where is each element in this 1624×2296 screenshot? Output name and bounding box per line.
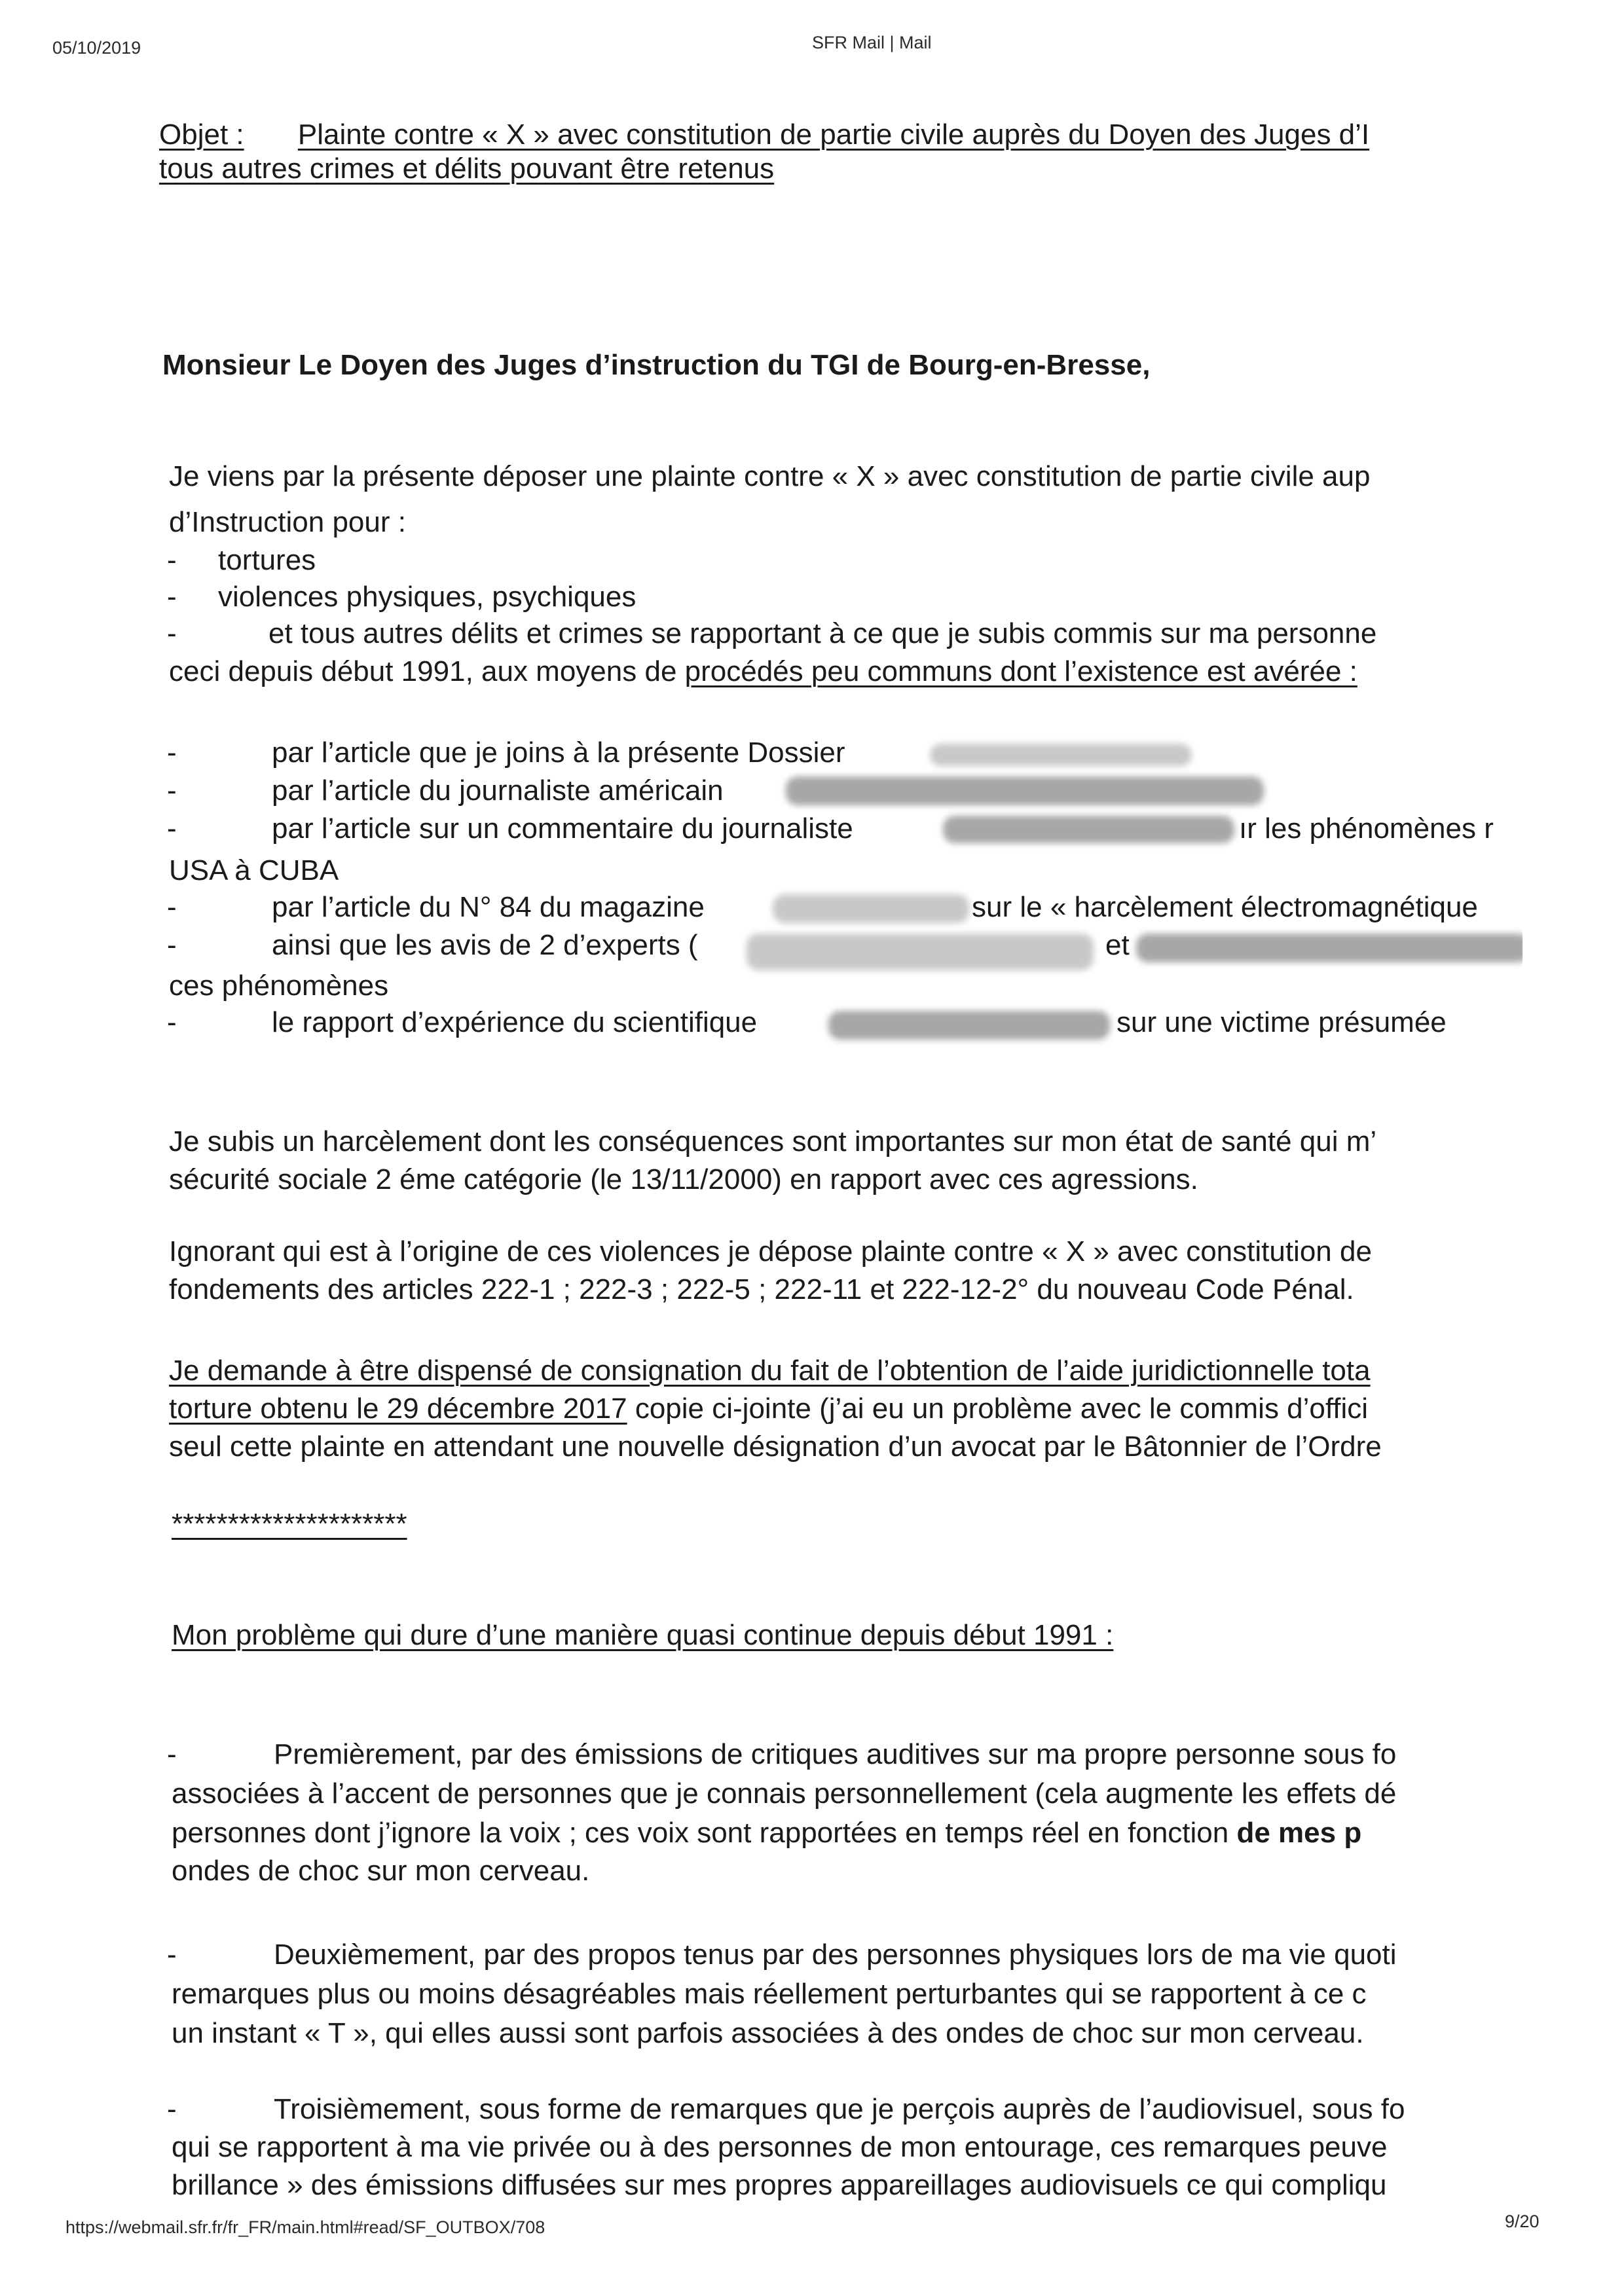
redaction-mark — [1136, 934, 1522, 962]
demande-line-3: seul cette plainte en attendant une nouvelle désignation d’un avocat par le Bâtonnier de l’Ordre — [169, 1430, 1382, 1463]
evidence-item-4: par l’article du N° 84 du magazine — [272, 891, 705, 923]
point-2-line-2: remarques plus ou moins désagréables mais réellement perturbantes qui se rapportent à ce c — [172, 1978, 1367, 2010]
point-1-line-3 — [172, 1815, 1361, 1851]
evidence-item-6-end: sur une victime présumée — [1116, 1006, 1447, 1038]
list-dash: - — [167, 581, 177, 613]
redaction-mark — [786, 776, 1264, 805]
demande-date: torture obtenu le 29 décembre 2017 — [169, 1393, 627, 1425]
redaction-mark — [773, 894, 969, 923]
objet-line-1 — [159, 117, 1369, 153]
evidence-item-2: par l’article du journaliste américain — [272, 774, 724, 807]
point-3-line-1: Troisièmement, sous forme de remarques que je perçois auprès de l’audiovisuel, sous fo — [274, 2093, 1405, 2125]
point-3-line-3: brillance » des émissions diffusées sur mes propres appareillages audiovisuels ce qui compliqu — [172, 2169, 1387, 2201]
redaction-mark — [930, 744, 1192, 766]
point-2-line-3: un instant « T », qui elles aussi sont parfois associées à des ondes de choc sur mon cerveau. — [172, 2017, 1364, 2049]
harcelement-line-1: Je subis un harcèlement dont les conséquences sont importantes sur mon état de santé qui m’ — [169, 1125, 1377, 1157]
salutation: Monsieur Le Doyen des Juges d’instruction du TGI de Bourg-en-Bresse, — [162, 349, 1151, 381]
point-1-line-2: associées à l’accent de personnes que je connais personnellement (cela augmente les effets dé — [172, 1777, 1397, 1810]
list-dash: - — [167, 1738, 177, 1770]
list-dash: - — [167, 1939, 177, 1971]
since-line — [169, 653, 1357, 690]
objet-label: Objet : — [159, 118, 244, 151]
point-1-line-4: ondes de choc sur mon cerveau. — [172, 1855, 590, 1887]
print-date: 05/10/2019 — [52, 38, 141, 58]
demande-rest: copie ci-jointe (j’ai eu un problème avec le commis d’offici — [627, 1393, 1369, 1425]
evidence-item-5: ainsi que les avis de 2 d’experts ( — [272, 929, 698, 961]
point-1-bold: de mes p — [1236, 1817, 1362, 1849]
evidence-item-3-cont: USA à CUBA — [169, 854, 339, 886]
intro-line-1: Je viens par la présente déposer une plainte contre « X » avec constitution de partie civile aup — [169, 460, 1371, 492]
list-dash: - — [167, 891, 177, 923]
evidence-item-5-mid: et — [1105, 929, 1130, 961]
evidence-item-6: le rapport d’expérience du scientifique — [272, 1006, 758, 1038]
list-item-autres: et tous autres délits et crimes se rapportant à ce que je subis commis sur ma personne — [268, 617, 1377, 649]
print-url: https://webmail.sfr.fr/fr_FR/main.html#read/SF_OUTBOX/708 — [65, 2217, 545, 2237]
list-dash: - — [167, 812, 177, 845]
point-1-line-1: Premièrement, par des émissions de critiques auditives sur ma propre personne sous fo — [274, 1738, 1397, 1770]
list-dash: - — [167, 1006, 177, 1038]
list-dash: - — [167, 2093, 177, 2125]
list-dash: - — [167, 774, 177, 807]
probleme-heading: Mon problème qui dure d’une manière quasi continue depuis début 1991 : — [172, 1619, 1114, 1651]
objet-text: Plainte contre « X » avec constitution de partie civile auprès du Doyen des Juges d’I — [297, 118, 1370, 151]
since-text: ceci depuis début 1991, aux moyens de — [169, 655, 685, 687]
print-title: SFR Mail | Mail — [812, 33, 932, 52]
list-item-violences: violences physiques, psychiques — [218, 581, 637, 613]
objet-text-cont: tous autres crimes et délits pouvant être retenus — [159, 153, 775, 185]
evidence-item-3-end: ır les phénomènes r — [1239, 812, 1494, 845]
redaction-mark — [943, 816, 1234, 843]
list-dash: - — [167, 544, 177, 576]
demande-line-2 — [169, 1391, 1368, 1427]
list-dash: - — [167, 617, 177, 649]
list-dash: - — [167, 737, 177, 769]
point-3-line-2: qui se rapportent à ma vie privée ou à des personnes de mon entourage, ces remarques peuve — [172, 2131, 1388, 2163]
evidence-item-3: par l’article sur un commentaire du journaliste — [272, 812, 853, 845]
demande-line-1: Je demande à être dispensé de consignation du fait de l’obtention de l’aide juridictionnelle tota — [169, 1355, 1371, 1387]
list-dash: - — [167, 929, 177, 961]
separator: ********************* — [172, 1508, 407, 1540]
harcelement-line-2: sécurité sociale 2 éme catégorie (le 13/11/2000) en rapport avec ces agressions. — [169, 1163, 1198, 1195]
objet-line-2 — [159, 151, 774, 187]
point-1-text: personnes dont j’ignore la voix ; ces voix sont rapportées en temps réel en fonction — [172, 1817, 1237, 1849]
ignorant-line-1: Ignorant qui est à l’origine de ces violences je dépose plainte contre « X » avec constitution de — [169, 1235, 1372, 1267]
since-underlined: procédés peu communs dont l’existence est avérée : — [684, 655, 1357, 687]
evidence-item-4-end: sur le « harcèlement électromagnétique — [972, 891, 1478, 923]
evidence-item-5-cont: ces phénomènes — [169, 970, 389, 1002]
evidence-item-1: par l’article que je joins à la présente Dossier — [272, 737, 845, 769]
list-item-tortures: tortures — [218, 544, 316, 576]
redaction-mark — [747, 934, 1094, 970]
ignorant-line-2: fondements des articles 222-1 ; 222-3 ; 222-5 ; 222-11 et 222-12-2° du nouveau Code Pénal. — [169, 1273, 1354, 1305]
redaction-mark — [828, 1011, 1110, 1040]
print-page-number: 9/20 — [1505, 2212, 1540, 2231]
intro-line-2: d’Instruction pour : — [169, 506, 406, 538]
point-2-line-1: Deuxièmement, par des propos tenus par des personnes physiques lors de ma vie quoti — [274, 1939, 1397, 1971]
